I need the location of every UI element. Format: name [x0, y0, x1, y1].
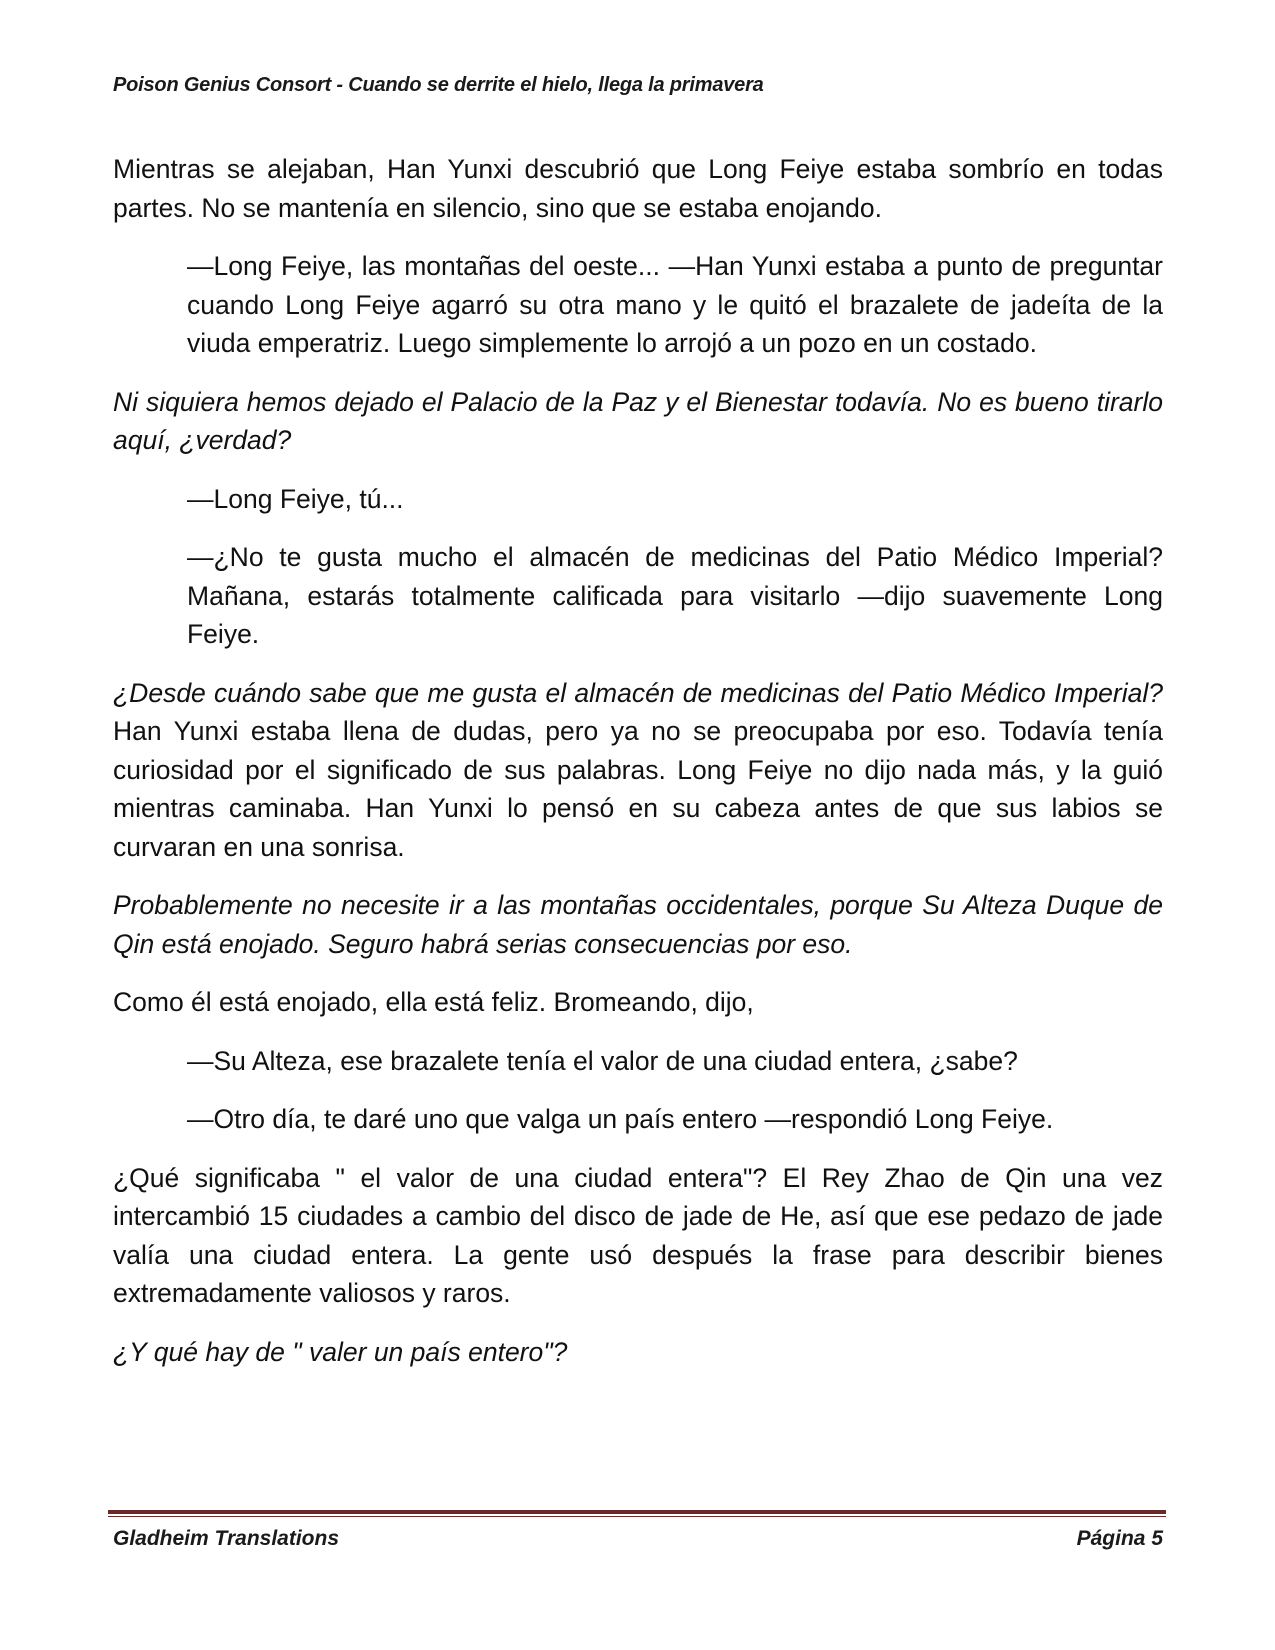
page-header-title: Poison Genius Consort - Cuando se derrite el hielo, llega la primavera — [113, 74, 764, 96]
document-body — [113, 150, 1163, 1391]
thought-paragraph-3: Ni siquiera hemos dejado el Palacio de la Paz y el Bienestar todavía. No es bueno tirarlo aquí, ¿verdad? — [113, 386, 1163, 455]
paragraph-6-text: Han Yunxi estaba llena de dudas, pero ya no se preocupaba por eso. Todavía tenía curiosidad por el significado de sus palabras. Long Feiye no dijo nada más, y la guió mientras caminaba. Han Yunxi lo pensó en su cabeza antes de que sus labios se curvaran en una sonrisa. — [113, 716, 1163, 862]
paragraph-1: Mientras se alejaban, Han Yunxi descubrió que Long Feiye estaba sombrío en todas partes. No se mantenía en silencio, sino que se estaba enojando. — [113, 154, 1163, 223]
dialogue-paragraph-5: —¿No te gusta mucho el almacén de medicinas del Patio Médico Imperial? Mañana, estarás totalmente calificada para visitarlo —dijo suavemente Long Feiye. — [187, 542, 1163, 649]
dialogue-paragraph-4: —Long Feiye, tú... — [187, 483, 404, 514]
footer-page-number: Página 5 — [1076, 1527, 1163, 1550]
paragraph-8: Como él está enojado, ella está feliz. Bromeando, dijo, — [113, 987, 754, 1017]
paragraph-6 — [113, 674, 1163, 867]
thought-paragraph-12: ¿Y qué hay de " valer un país entero"? — [113, 1336, 568, 1367]
dialogue-paragraph-2: —Long Feiye, las montañas del oeste... —Han Yunxi estaba a punto de preguntar cuando Long Feiye agarró su otra mano y le quitó el brazalete de jadeíta de la viuda emperatriz. Luego simplemente lo arrojó a un pozo en un costado. — [187, 251, 1163, 358]
dialogue-paragraph-10: —Otro día, te daré uno que valga un país entero —respondió Long Feiye. — [187, 1104, 1054, 1134]
footer-translator: Gladheim Translations — [113, 1527, 340, 1550]
paragraph-6-italic: ¿Desde cuándo sabe que me gusta el almacén de medicinas del Patio Médico Imperial? — [113, 677, 1163, 708]
thought-paragraph-7: Probablemente no necesite ir a las montañas occidentales, porque Su Alteza Duque de Qin está enojado. Seguro habrá serias consecuencias por eso. — [113, 890, 1163, 959]
paragraph-11: ¿Qué significaba " el valor de una ciudad entera"? El Rey Zhao de Qin una vez intercambió 15 ciudades a cambio del disco de jade de He, así que ese pedazo de jade valía una ciudad entera. La gente usó después la frase para describir bienes extremadamente valiosos y raros. — [113, 1162, 1163, 1308]
dialogue-paragraph-9: —Su Alteza, ese brazalete tenía el valor de una ciudad entera, ¿sabe? — [187, 1045, 1018, 1076]
page-footer — [113, 1527, 1163, 1551]
footer-divider — [108, 1510, 1166, 1517]
